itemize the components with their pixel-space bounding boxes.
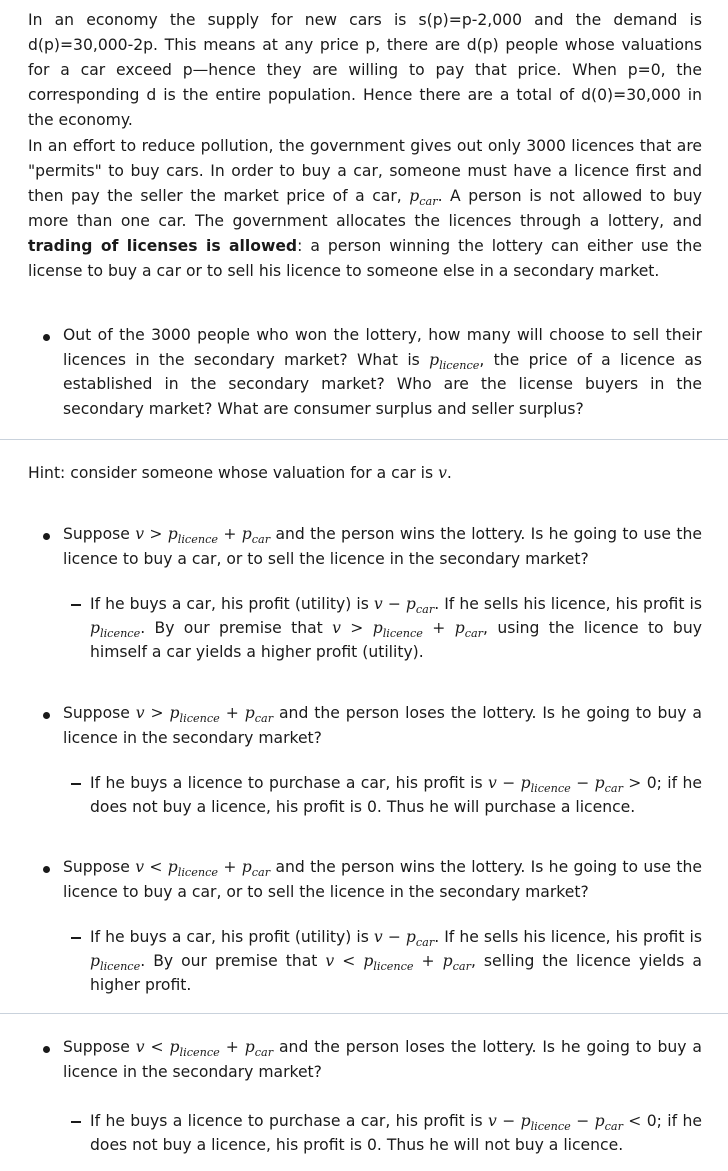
case-1-answer: If he buys a car, his profit (utility) is $v - p_{car}$. If he sells his licence, his profit is $p_{licence}$. By our premise that $v > p_{licence} + p_{car}$, using the licence to buy himself a car yields a higher profit (utility).: [90, 595, 702, 661]
trading-allowed-emphasis: trading of licenses is allowed: [28, 237, 298, 255]
case-1-question: Suppose $v > p_{licence} + p_{car}$ and the person wins the lottery. Is he going to use the licence to buy a car, or to sell the licence in the secondary market?: [63, 525, 702, 568]
bullet-dot: [43, 334, 50, 341]
case-2-question: Suppose $v > p_{licence} + p_{car}$ and the person loses the lottery. Is he going to buy a licence in the secondary market?: [63, 704, 702, 747]
case-3-answer: If he buys a car, his profit (utility) is $v - p_{car}$. If he sells his licence, his profit is $p_{licence}$. By our premise that $v < p_{licence} + p_{car}$, selling the licence yields a higher profit.: [90, 928, 702, 994]
section-divider: [0, 439, 728, 440]
bullet-dot: [43, 866, 50, 873]
sub-bullet-dash: [71, 604, 81, 606]
sub-bullet-dash: [71, 1121, 81, 1123]
bullet-dot: [43, 1046, 50, 1053]
case-2-answer: If he buys a licence to purchase a car, his profit is $v - p_{licence} - p_{car} > 0$; if he does not buy a licence, his profit is 0. Thus he will purchase a licence.: [90, 774, 702, 816]
sub-bullet-dash: [71, 937, 81, 939]
bullet-dot: [43, 712, 50, 719]
intro-paragraph-1: In an economy the supply for new cars is s(p)=p-2,000 and the demand is d(p)=30,000-2p. This means at any price p, there are d(p) people whose valuations for a car exceed p—hence they are willing to pay that price. When p=0, the corresponding d is the entire population. Hence there are a total of d(0)=30,000 in the economy.: [28, 11, 702, 129]
case-4-question: Suppose $v < p_{licence} + p_{car}$ and the person loses the lottery. Is he going to buy a licence in the secondary market?: [63, 1038, 702, 1081]
case-3-question: Suppose $v < p_{licence} + p_{car}$ and the person wins the lottery. Is he going to use the licence to buy a car, or to sell the licence in the secondary market?: [63, 858, 702, 901]
intro-paragraph-2: In an effort to reduce pollution, the government gives out only 3000 licences that are "permits" to buy cars. In order to buy a car, someone must have a licence first and then pay the seller the market price of a car, $p_{car}$. A person is not allowed to buy more than one car. The government allocates the licences through a lottery, and trading of licenses is allowed: a person winning the lottery can either use the license to buy a car or to sell his licence to someone else in a secondary market.: [28, 137, 702, 280]
question-item: Out of the 3000 people who won the lottery, how many will choose to sell their licences in the secondary market? What is $p_{licence}$, the price of a licence as established in the secondary market? Who are the license buyers in the secondary market? What are consumer surplus and seller surplus?: [63, 326, 702, 418]
hint-line: Hint: consider someone whose valuation for a car is v.: [28, 464, 452, 482]
bullet-dot: [43, 533, 50, 540]
sub-bullet-dash: [71, 783, 81, 785]
case-4-answer: If he buys a licence to purchase a car, his profit is $v - p_{licence} - p_{car} < 0$; if he does not buy a licence, his profit is 0. Thus he will not buy a licence.: [90, 1112, 702, 1154]
section-divider: [0, 1013, 728, 1014]
